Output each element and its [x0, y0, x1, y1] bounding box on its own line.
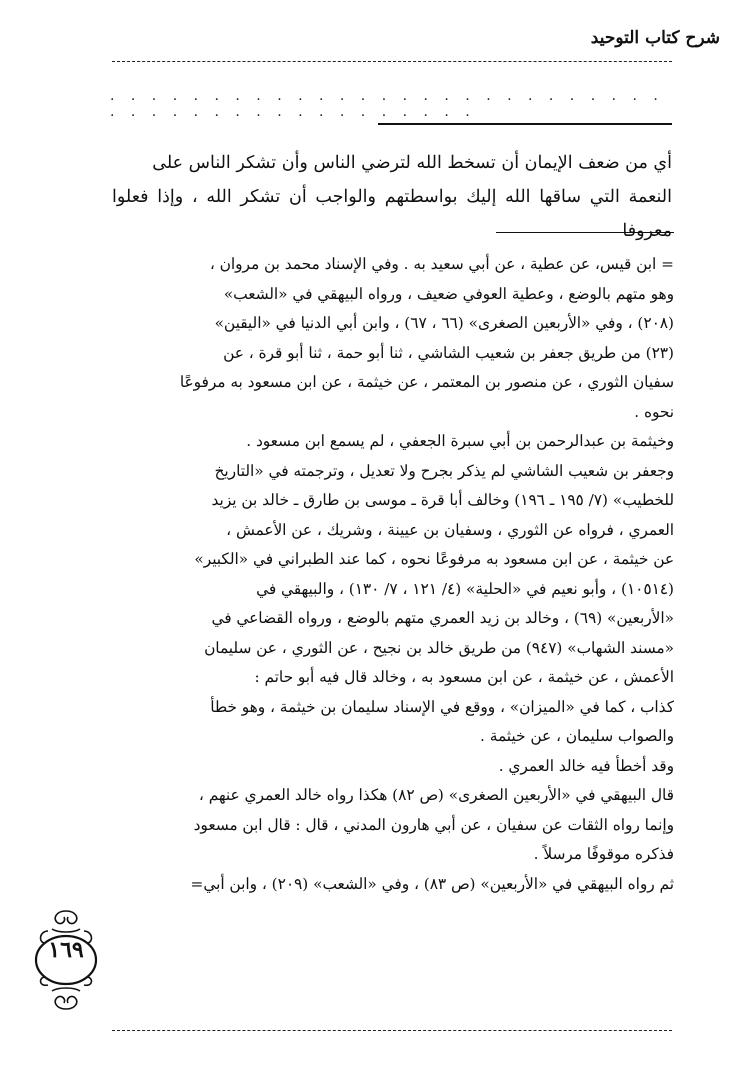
footnote-line: قال البيهقي في «الأربعين الصغرى» (ص ٨٢) هكذا رواه خالد العمري عنهم ،: [198, 786, 674, 804]
ellipsis-dots: . . . . . . . . . . . . . . . . . . . . . . . . . . . . . . . . . . . . . . . . . . . . .: [110, 88, 664, 120]
footnote-line: «الأربعين» (٦٩) ، وخالد بن زيد العمري متهم بالوضع ، ورواه القضاعي في: [211, 609, 674, 627]
footnote-line: وإنما رواه الثقات عن سفيان ، عن أبي هارون المدني ، قال : قال ابن مسعود: [193, 815, 674, 834]
main-text-line: أي من ضعف الإيمان أن تسخط الله لترضي الناس وأن تشكر الناس على: [152, 153, 672, 173]
footnotes: [108, 250, 674, 899]
section-separator: [378, 123, 672, 125]
footer-rule: [112, 1030, 672, 1031]
footnote-line: للخطيب» (٧/ ١٩٥ ـ ١٩٦) وخالف أبا قرة ـ موسى بن طارق ـ خالد بن يزيد: [211, 491, 674, 509]
page-number: ١٦٩: [48, 937, 84, 963]
footnote-line: وقد أخطأ فيه خالد العمري .: [498, 756, 674, 775]
footnote-line: (١٠٥١٤) ، وأبو نعيم في «الحلية» (٤/ ١٢١ ، ٧/ ١٣٠) ، والبيهقي في: [256, 579, 674, 598]
footnote-line: = ابن قيس، عن عطية ، عن أبي سعيد به . وفي الإسناد محمد بن مروان ،: [209, 255, 674, 273]
page-number-ornament: [26, 905, 106, 1015]
footnote-line: الأعمش ، عن خيثمة ، عن ابن مسعود به ، وخالد قال فيه أبو حاتم :: [254, 668, 674, 686]
footnote-line: عن خيثمة ، عن ابن مسعود به مرفوعًا نحوه ، كما عند الطبراني في «الكبير»: [194, 550, 674, 568]
header-rule: [112, 61, 672, 62]
footnote-line: ثم رواه البيهقي في «الأربعين» (ص ٨٣) ، وفي «الشعب» (٢٠٩) ، وابن أبي=: [190, 874, 674, 893]
footnote-line: والصواب سليمان ، عن خيثمة .: [480, 727, 674, 745]
footnote-line: وخيثمة بن عبدالرحمن بن أبي سبرة الجعفي ، لم يسمع ابن مسعود .: [246, 432, 674, 450]
footnote-separator: [496, 232, 674, 233]
running-header-title: شرح كتاب التوحيد: [590, 28, 720, 48]
main-text-line: النعمة التي ساقها الله إليك بواسطتهم والواجب أن تشكر الله ، وإذا فعلوا معروفا: [112, 187, 672, 241]
footnote-line: نحوه .: [634, 402, 674, 421]
footnote-line: «مسند الشهاب» (٩٤٧) من طريق خالد بن نجيح ، عن الثوري ، عن سليمان: [204, 638, 674, 657]
footnote-line: وهو متهم بالوضع ، وعطية العوفي ضعيف ، ورواه البيهقي في «الشعب»: [223, 284, 674, 303]
footnote-line: (٢٣) من طريق جعفر بن شعيب الشاشي ، ثنا أبو حمة ، ثنا أبو قرة ، عن: [223, 343, 674, 362]
footnote-line: (٢٠٨) ، وفي «الأربعين الصغرى» (٦٦ ، ٦٧) ، وابن أبي الدنيا في «اليقين»: [214, 314, 674, 332]
footnote-line: فذكره موقوفًا مرسلاً .: [533, 845, 674, 863]
footnote-line: العمري ، فرواه عن الثوري ، وسفيان بن عيينة ، وشريك ، عن الأعمش ،: [226, 520, 674, 539]
footnote-line: وجعفر بن شعيب الشاشي لم يذكر بجرح ولا تعديل ، وترجمته في «التاريخ: [214, 461, 674, 480]
footnote-line: سفيان الثوري ، عن منصور بن المعتمر ، عن خيثمة ، عن ابن مسعود به مرفوعًا: [179, 373, 674, 391]
footnote-line: كذاب ، كما في «الميزان» ، ووقع في الإسناد سليمان بن خيثمة ، وهو خطأ: [210, 697, 674, 716]
